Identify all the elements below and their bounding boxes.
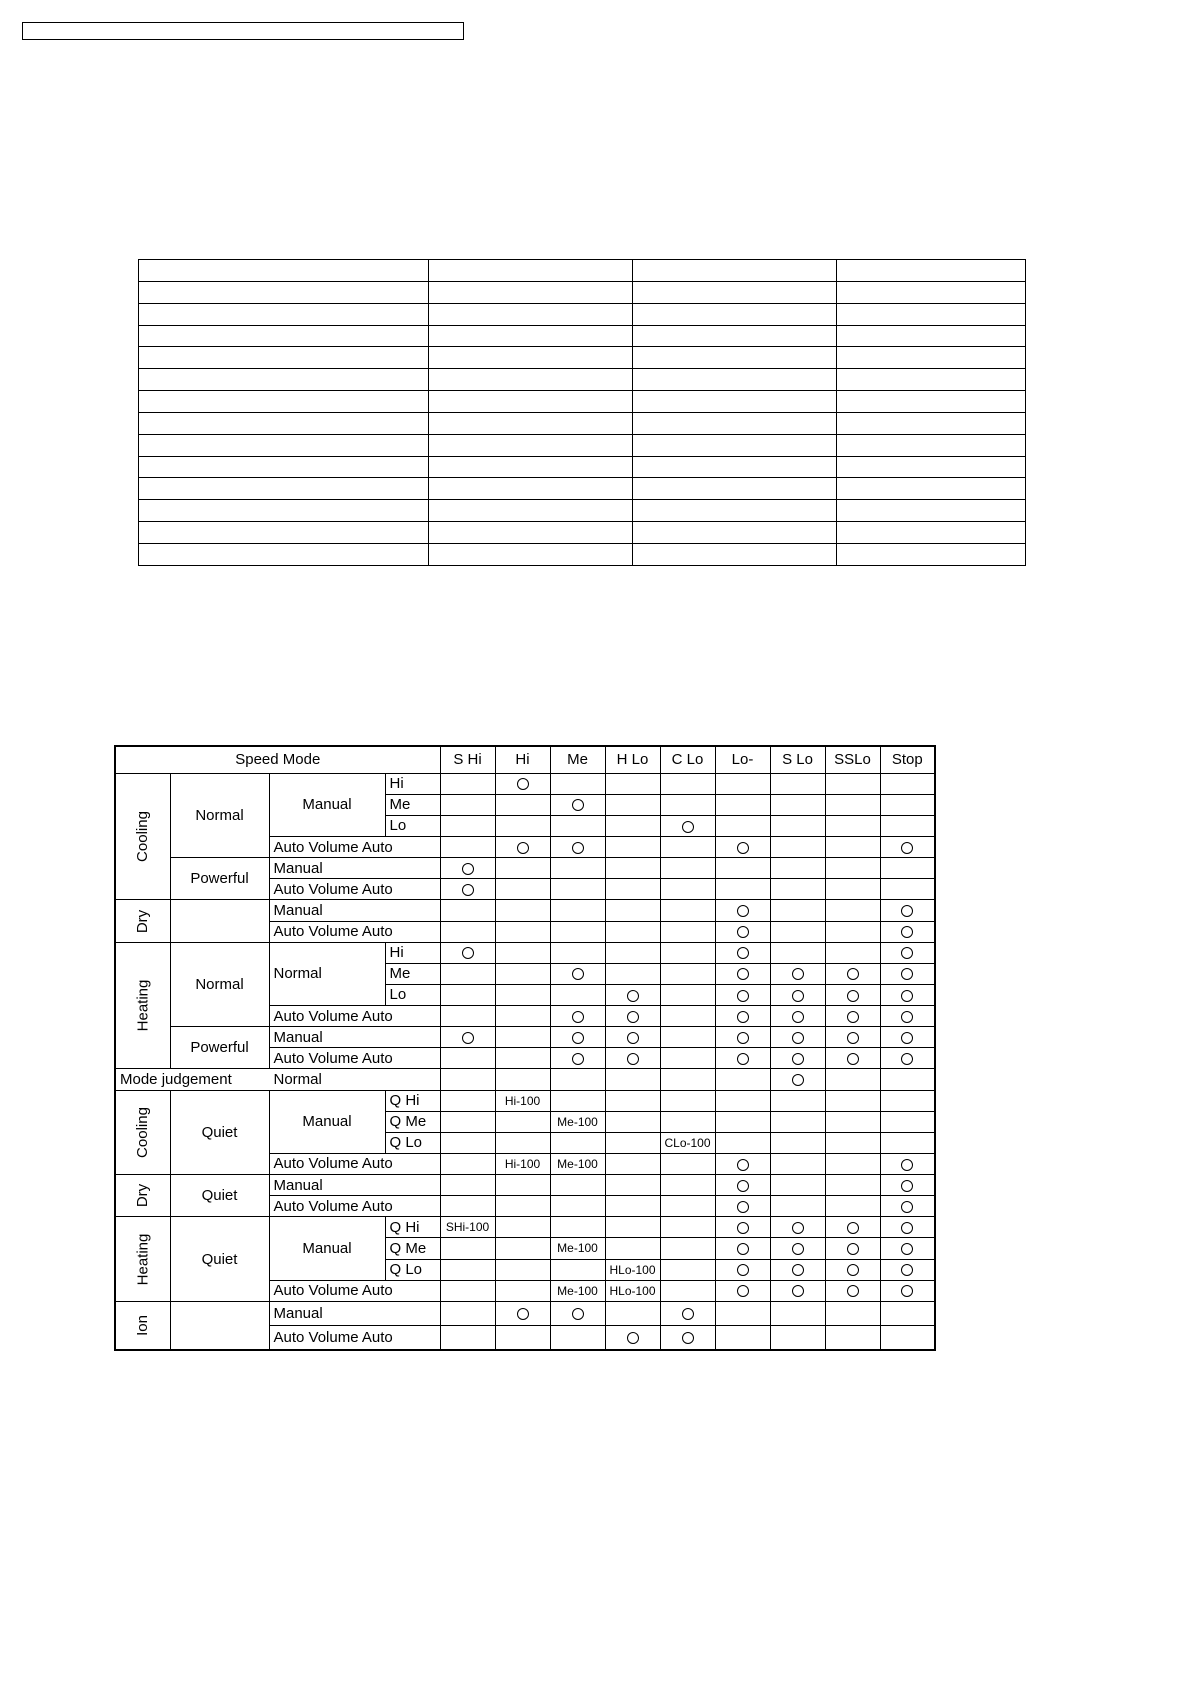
- table-row: [115, 1217, 935, 1238]
- circle-mark-icon: [627, 1032, 639, 1044]
- circle-mark-icon: [901, 1243, 913, 1255]
- blank-row: [139, 522, 1026, 544]
- speed-mode-header: Speed Mode: [115, 746, 440, 773]
- value-clo100: CLo-100: [660, 1132, 715, 1153]
- group-cooling: Cooling: [115, 773, 170, 900]
- circle-mark-icon: [572, 1308, 584, 1320]
- circle-mark-icon: [792, 1222, 804, 1234]
- circle-mark-icon: [847, 1011, 859, 1023]
- circle-mark-icon: [792, 1011, 804, 1023]
- setting-normal: Normal: [269, 942, 385, 1005]
- circle-mark-icon: [572, 1011, 584, 1023]
- setting-normal: Normal: [269, 1069, 440, 1090]
- circle-mark-icon: [517, 842, 529, 854]
- level-me: Me: [385, 794, 440, 815]
- col-header-sslo: SSLo: [825, 746, 880, 773]
- circle-mark-icon: [792, 1074, 804, 1086]
- circle-mark-icon: [737, 905, 749, 917]
- sub-normal: Normal: [170, 773, 269, 858]
- speed-mode-table: [114, 745, 936, 1351]
- blank-row: [139, 369, 1026, 391]
- circle-mark-icon: [462, 863, 474, 875]
- blank-row: [139, 303, 1026, 325]
- setting-manual: Manual: [269, 1217, 385, 1280]
- setting-manual: Manual: [269, 1175, 440, 1196]
- circle-mark-icon: [517, 778, 529, 790]
- level-lo: Lo: [385, 984, 440, 1005]
- circle-mark-icon: [737, 1264, 749, 1276]
- circle-mark-icon: [737, 1032, 749, 1044]
- circle-mark-icon: [901, 1011, 913, 1023]
- circle-mark-icon: [682, 821, 694, 833]
- circle-mark-icon: [462, 1032, 474, 1044]
- sub-normal: Normal: [170, 942, 269, 1027]
- setting-manual: Manual: [269, 858, 440, 879]
- value-hlo100: HLo-100: [605, 1280, 660, 1301]
- setting-auto: Auto Volume Auto: [269, 1153, 440, 1174]
- col-header-hi: Hi: [495, 746, 550, 773]
- col-header-stop: Stop: [880, 746, 935, 773]
- col-header-lo-minus: Lo-: [715, 746, 770, 773]
- circle-mark-icon: [847, 1032, 859, 1044]
- circle-mark-icon: [737, 968, 749, 980]
- circle-mark-icon: [682, 1308, 694, 1320]
- group-dry: Dry: [115, 1175, 170, 1217]
- value-shi100: SHi-100: [440, 1217, 495, 1238]
- circle-mark-icon: [462, 947, 474, 959]
- sub-quiet: Quiet: [170, 1217, 269, 1302]
- blank-grid-table: [138, 259, 1026, 566]
- circle-mark-icon: [901, 1159, 913, 1171]
- value-me100: Me-100: [550, 1238, 605, 1259]
- circle-mark-icon: [847, 968, 859, 980]
- circle-mark-icon: [737, 1011, 749, 1023]
- circle-mark-icon: [792, 1053, 804, 1065]
- circle-mark-icon: [792, 1264, 804, 1276]
- value-hi100: Hi-100: [495, 1090, 550, 1111]
- circle-mark-icon: [901, 1053, 913, 1065]
- circle-mark-icon: [792, 1285, 804, 1297]
- blank-row: [139, 456, 1026, 478]
- circle-mark-icon: [627, 1053, 639, 1065]
- circle-mark-icon: [901, 905, 913, 917]
- group-heating: Heating: [115, 942, 170, 1069]
- circle-mark-icon: [901, 1201, 913, 1213]
- circle-mark-icon: [847, 1053, 859, 1065]
- circle-mark-icon: [792, 990, 804, 1002]
- setting-auto: Auto Volume Auto: [269, 1325, 440, 1350]
- group-ion: Ion: [115, 1301, 170, 1350]
- level-qlo: Q Lo: [385, 1132, 440, 1153]
- circle-mark-icon: [847, 1264, 859, 1276]
- circle-mark-icon: [737, 842, 749, 854]
- circle-mark-icon: [737, 1222, 749, 1234]
- setting-auto: Auto Volume Auto: [269, 1048, 440, 1069]
- setting-manual: Manual: [269, 1301, 440, 1325]
- sub-powerful: Powerful: [170, 1027, 269, 1069]
- level-qlo: Q Lo: [385, 1259, 440, 1280]
- blank-row: [139, 500, 1026, 522]
- table-row: [115, 942, 935, 963]
- circle-mark-icon: [572, 968, 584, 980]
- circle-mark-icon: [847, 1243, 859, 1255]
- level-me: Me: [385, 963, 440, 984]
- table-row: [115, 900, 935, 921]
- value-me100: Me-100: [550, 1280, 605, 1301]
- setting-manual: Manual: [269, 1027, 440, 1048]
- circle-mark-icon: [901, 947, 913, 959]
- header-box: [22, 22, 464, 40]
- table-row: [115, 1069, 935, 1090]
- level-qme: Q Me: [385, 1238, 440, 1259]
- circle-mark-icon: [627, 990, 639, 1002]
- circle-mark-icon: [572, 1032, 584, 1044]
- circle-mark-icon: [901, 926, 913, 938]
- setting-manual: Manual: [269, 1090, 385, 1153]
- group-dry: Dry: [115, 900, 170, 942]
- blank-row: [139, 260, 1026, 282]
- setting-auto: Auto Volume Auto: [269, 1006, 440, 1027]
- blank-row: [139, 412, 1026, 434]
- circle-mark-icon: [737, 1243, 749, 1255]
- circle-mark-icon: [462, 884, 474, 896]
- circle-mark-icon: [847, 1285, 859, 1297]
- circle-mark-icon: [792, 1032, 804, 1044]
- table-row: [115, 1175, 935, 1196]
- value-me100: Me-100: [550, 1153, 605, 1174]
- level-qme: Q Me: [385, 1111, 440, 1132]
- sub-powerful: Powerful: [170, 858, 269, 900]
- table-row: [115, 1090, 935, 1111]
- mode-judgement-label: Mode judgement: [115, 1069, 269, 1090]
- circle-mark-icon: [737, 1285, 749, 1297]
- circle-mark-icon: [517, 1308, 529, 1320]
- blank-row: [139, 543, 1026, 565]
- table-row: [115, 1027, 935, 1048]
- table-row: [115, 1301, 935, 1325]
- table-row: [115, 773, 935, 794]
- setting-auto: Auto Volume Auto: [269, 1280, 440, 1301]
- header-row: [115, 746, 935, 773]
- circle-mark-icon: [792, 1243, 804, 1255]
- setting-manual: Manual: [269, 900, 440, 921]
- sub-quiet: Quiet: [170, 1090, 269, 1175]
- col-header-slo: S Lo: [770, 746, 825, 773]
- blank-row: [139, 347, 1026, 369]
- blank-row: [139, 478, 1026, 500]
- level-qhi: Q Hi: [385, 1090, 440, 1111]
- blank-row: [139, 325, 1026, 347]
- sub-quiet: Quiet: [170, 1175, 269, 1217]
- circle-mark-icon: [737, 1053, 749, 1065]
- circle-mark-icon: [737, 926, 749, 938]
- col-header-shi: S Hi: [440, 746, 495, 773]
- circle-mark-icon: [901, 1180, 913, 1192]
- group-cooling: Cooling: [115, 1090, 170, 1175]
- circle-mark-icon: [572, 842, 584, 854]
- circle-mark-icon: [737, 947, 749, 959]
- circle-mark-icon: [901, 842, 913, 854]
- group-heating: Heating: [115, 1217, 170, 1302]
- setting-auto: Auto Volume Auto: [269, 1196, 440, 1217]
- circle-mark-icon: [737, 990, 749, 1002]
- circle-mark-icon: [901, 1285, 913, 1297]
- circle-mark-icon: [901, 990, 913, 1002]
- circle-mark-icon: [737, 1180, 749, 1192]
- circle-mark-icon: [737, 1201, 749, 1213]
- circle-mark-icon: [901, 1222, 913, 1234]
- circle-mark-icon: [627, 1011, 639, 1023]
- circle-mark-icon: [572, 1053, 584, 1065]
- blank-row: [139, 391, 1026, 413]
- blank-row: [139, 281, 1026, 303]
- setting-auto: Auto Volume Auto: [269, 837, 440, 858]
- circle-mark-icon: [627, 1332, 639, 1344]
- value-hi100: Hi-100: [495, 1153, 550, 1174]
- circle-mark-icon: [847, 1222, 859, 1234]
- col-header-me: Me: [550, 746, 605, 773]
- circle-mark-icon: [847, 990, 859, 1002]
- col-header-clo: C Lo: [660, 746, 715, 773]
- level-qhi: Q Hi: [385, 1217, 440, 1238]
- col-header-hlo: H Lo: [605, 746, 660, 773]
- setting-manual: Manual: [269, 773, 385, 836]
- level-hi: Hi: [385, 773, 440, 794]
- blank-row: [139, 434, 1026, 456]
- circle-mark-icon: [572, 799, 584, 811]
- circle-mark-icon: [737, 1159, 749, 1171]
- circle-mark-icon: [792, 968, 804, 980]
- value-me100: Me-100: [550, 1111, 605, 1132]
- value-hlo100: HLo-100: [605, 1259, 660, 1280]
- circle-mark-icon: [682, 1332, 694, 1344]
- level-hi: Hi: [385, 942, 440, 963]
- table-row: [115, 858, 935, 879]
- setting-auto: Auto Volume Auto: [269, 879, 440, 900]
- setting-auto: Auto Volume Auto: [269, 921, 440, 942]
- level-lo: Lo: [385, 815, 440, 836]
- circle-mark-icon: [901, 1032, 913, 1044]
- circle-mark-icon: [901, 1264, 913, 1276]
- circle-mark-icon: [901, 968, 913, 980]
